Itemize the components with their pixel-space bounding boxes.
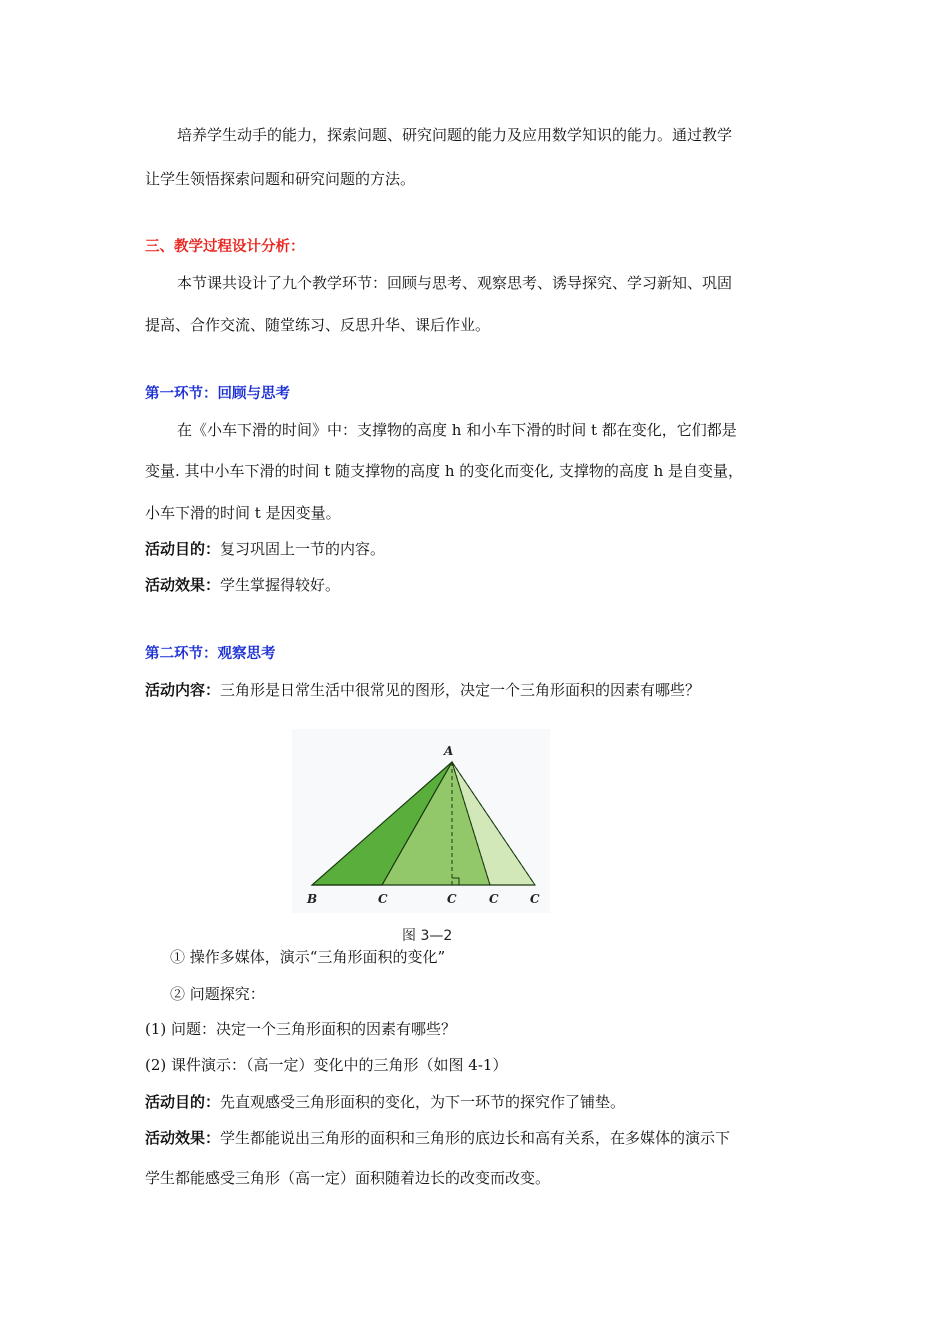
section-3-line-2: 提高、合作交流、随堂练习、反思升华、课后作业。: [145, 316, 491, 334]
step-1-effect: [145, 574, 810, 596]
step-2-effect-line-2: 学生都能感受三角形（高一定）面积随着边长的改变而改变。: [145, 1169, 551, 1187]
label-c-1: C: [378, 892, 388, 906]
step-2-question-2: (2) 课件演示：（高一定）变化中的三角形（如图 4-1）: [145, 1056, 508, 1074]
step-1-line-1: 在《小车下滑的时间》中：支撑物的高度 h 和小车下滑的时间 t 都在变化，它们都是: [177, 421, 737, 439]
triangle-area-figure: [292, 729, 550, 913]
effect-text-1: 学生都能说出三角形的面积和三角形的底边长和高有关系，在多媒体的演示下: [220, 1129, 731, 1147]
effect-label: 活动效果：: [145, 576, 221, 594]
figure-caption: 图 3—2: [402, 928, 453, 944]
step-2-item-2: ② 问题探究：: [170, 985, 265, 1003]
purpose-text: 复习巩固上一节的内容。: [220, 540, 386, 558]
step-1-line-2: 变量. 其中小车下滑的时间 t 随支撑物的高度 h 的变化而变化, 支撑物的高度 h 是自变量，: [145, 462, 744, 480]
step-1-purpose: [145, 538, 810, 560]
effect-text: 学生掌握得较好。: [220, 576, 341, 594]
purpose-label: 活动目的：: [145, 540, 221, 558]
step-1-line-3: 小车下滑的时间 t 是因变量。: [145, 504, 341, 522]
intro-line-2: 让学生领悟探索问题和研究问题的方法。: [145, 170, 416, 188]
content-label: 活动内容：: [145, 681, 221, 699]
intro-line-1: 培养学生动手的能力，探索问题、研究问题的能力及应用数学知识的能力。通过教学: [177, 126, 733, 144]
effect-label: 活动效果：: [145, 1129, 221, 1147]
step-2-purpose: [145, 1091, 810, 1113]
label-a: A: [444, 744, 454, 758]
step-2-heading: 第二环节：观察思考: [145, 646, 276, 662]
step-2-question-1: (1) 问题：决定一个三角形面积的因素有哪些？: [145, 1020, 457, 1038]
label-c-4: C: [530, 892, 540, 906]
purpose-text: 先直观感受三角形面积的变化，为下一环节的探究作了铺垫。: [220, 1093, 626, 1111]
step-2-item-1: ① 操作多媒体，演示“三角形面积的变化”: [170, 948, 446, 966]
content-text: 三角形是日常生活中很常见的图形，决定一个三角形面积的因素有哪些？: [220, 681, 701, 699]
section-3-heading: 三、教学过程设计分析：: [145, 239, 305, 255]
label-c-2: C: [447, 892, 457, 906]
purpose-label: 活动目的：: [145, 1093, 221, 1111]
step-1-heading: 第一环节：回顾与思考: [145, 386, 290, 402]
section-3-line-1: 本节课共设计了九个教学环节：回顾与思考、观察思考、诱导探究、学习新知、巩固: [177, 274, 733, 292]
label-c-3: C: [489, 892, 499, 906]
step-2-content: [145, 679, 810, 701]
label-b: B: [307, 892, 318, 906]
step-2-effect: [145, 1127, 810, 1149]
